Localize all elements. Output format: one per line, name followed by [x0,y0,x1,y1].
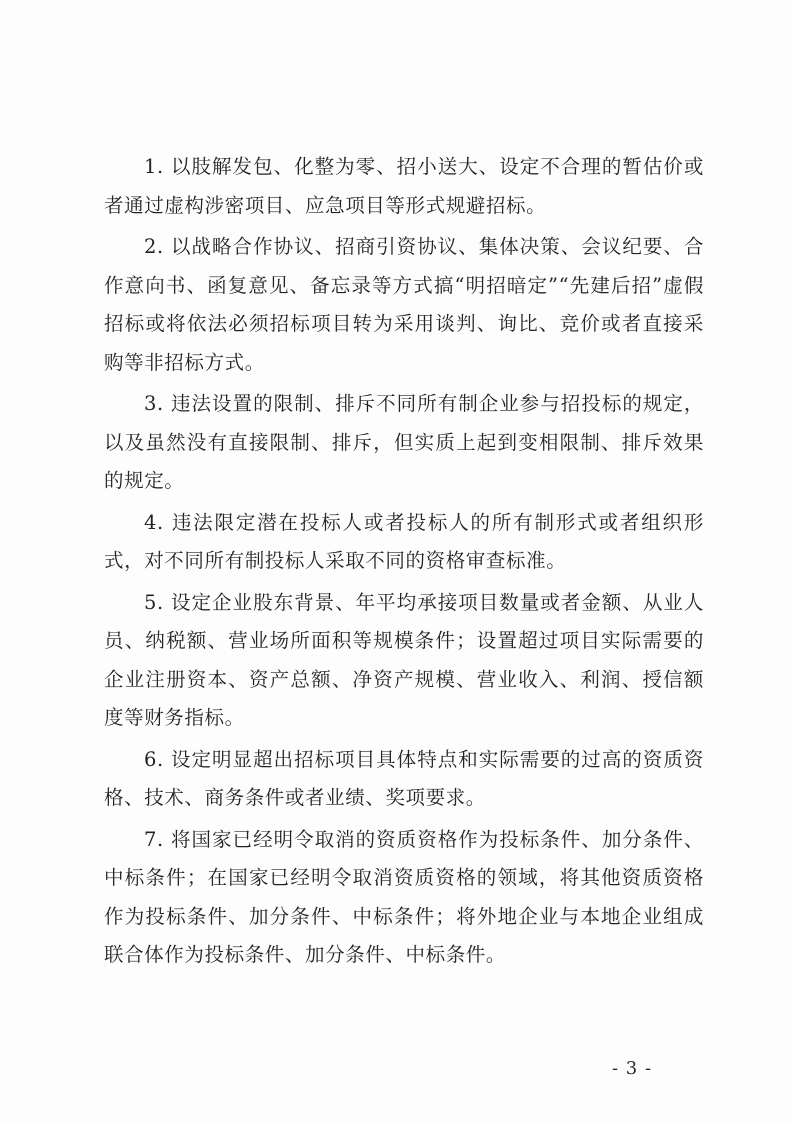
paragraph-item-1: 1. 以肢解发包、化整为零、招小送大、设定不合理的暂估价或者通过虚构涉密项目、应急项目等形式规避招标。 [104,155,704,217]
page-number: - 3 - [612,1058,653,1079]
paragraph-item-7: 7. 将国家已经明令取消的资质资格作为投标条件、加分条件、中标条件；在国家已经明令取消资质资格的领域，将其他资质资格作为投标条件、加分条件、中标条件；将外地企业与本地企业组成联合体作为投标条件、加分条件、中标条件。 [104,827,704,966]
paragraph-item-5: 5. 设定企业股东背景、年平均承接项目数量或者金额、从业人员、纳税额、营业场所面积等规模条件；设置超过项目实际需要的企业注册资本、资产总额、净资产规模、营业收入、利润、授信额度等财务指标。 [104,590,704,729]
paragraph-item-4: 4. 违法限定潜在投标人或者投标人的所有制形式或者组织形式，对不同所有制投标人采取不同的资格审查标准。 [104,510,704,572]
document-body [104,148,704,978]
paragraph-item-3: 3. 违法设置的限制、排斥不同所有制企业参与招投标的规定，以及虽然没有直接限制、排斥，但实质上起到变相限制、排斥效果的规定。 [104,392,704,492]
paragraph-item-2: 2. 以战略合作协议、招商引资协议、集体决策、会议纪要、合作意向书、函复意见、备忘录等方式搞“明招暗定”“先建后招”虚假招标或将依法必须招标项目转为采用谈判、询比、竞价或者直接采购等非招标方式。 [104,235,704,374]
paragraph-item-6: 6. 设定明显超出招标项目具体特点和实际需要的过高的资质资格、技术、商务条件或者业绩、奖项要求。 [104,747,704,809]
